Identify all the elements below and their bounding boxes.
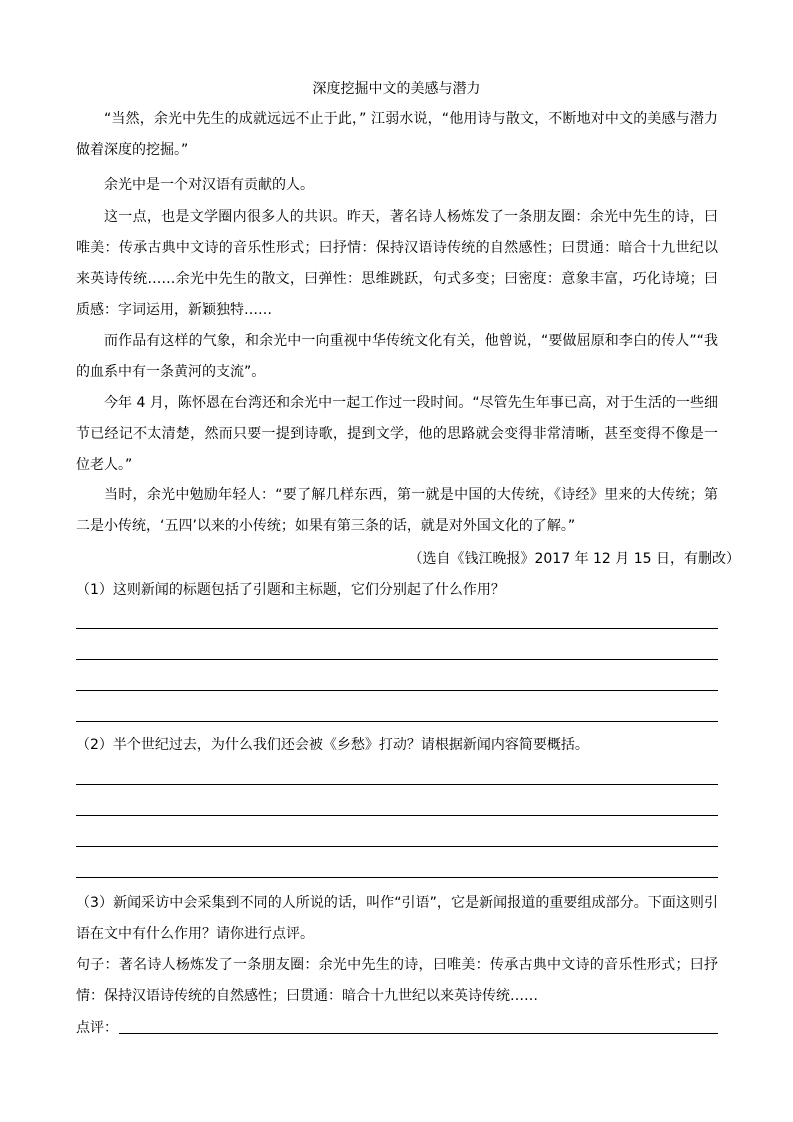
- article-title: 深度挖掘中文的美感与潜力: [312, 81, 481, 97]
- answer-line-q1-3[interactable]: [76, 690, 718, 691]
- article-paragraph-4: 而作品有这样的气象，和余光中一向重视中华传统文化有关，他曾说，“要做屈原和李白的传人”“我的血系中有一条黄河的支流”。: [76, 333, 718, 380]
- answer-line-q2-3[interactable]: [76, 846, 718, 847]
- article-paragraph-1: “当然，余光中先生的成就远远不止于此，” 江弱水说，“他用诗与散文，不断地对中文的美感与潜力做着深度的挖掘。”: [76, 111, 718, 158]
- answer-line-q1-2[interactable]: [76, 659, 718, 660]
- answer-line-q1-4[interactable]: [76, 721, 718, 722]
- article-paragraph-5: 今年 4 月，陈怀恩在台湾还和余光中一起工作过一段时间。“尽管先生年事已高，对于生活的一些细节已经记不太清楚，然而只要一提到诗歌，提到文学，他的思路就会变得非常清晰，甚至变得不像是一位老人。”: [76, 395, 718, 473]
- article-paragraph-3: 这一点，也是文学圈内很多人的共识。昨天，著名诗人杨炼发了一条朋友圈：余光中先生的诗，曰唯美：传承古典中文诗的音乐性形式；曰抒情：保持汉语诗传统的自然感性；曰贯通：暗合十九世纪以来英诗传统……余光中先生的散文，曰弹性：思维跳跃，句式多变；曰密度：意象丰富，巧化诗境；曰质感：字词运用，新颖独特……: [76, 209, 718, 318]
- question-3-sentence: 句子：著名诗人杨炼发了一条朋友圈：余光中先生的诗，曰唯美：传承古典中文诗的音乐性形式；曰抒情：保持汉语诗传统的自然感性；曰贯通：暗合十九世纪以来英诗传统……: [76, 957, 718, 1004]
- answer-line-q2-2[interactable]: [76, 815, 718, 816]
- article-paragraph-6: 当时，余光中勉励年轻人：“要了解几样东西，第一就是中国的大传统，《诗经》里来的大传统；第二是小传统，‘五四’以来的小传统；如果有第三条的话，就是对外国文化的了解。”: [76, 487, 718, 534]
- comment-label: 点评：: [76, 1020, 118, 1036]
- question-1: （1）这则新闻的标题包括了引题和主标题，它们分别起了什么作用？: [76, 582, 505, 598]
- answer-line-q1-1[interactable]: [76, 628, 718, 629]
- answer-line-q2-4[interactable]: [76, 877, 718, 878]
- article-paragraph-2: 余光中是一个对汉语有贡献的人。: [104, 177, 314, 193]
- article-source: （选自《钱江晚报》2017 年 12 月 15 日，有删改）: [408, 551, 740, 567]
- answer-line-q2-1[interactable]: [76, 784, 718, 785]
- question-2: （2）半个世纪过去，为什么我们还会被《乡愁》打动？请根据新闻内容简要概括。: [76, 737, 589, 753]
- question-3: （3）新闻采访中会采集到不同的人所说的话，叫作“引语”，它是新闻报道的重要组成部分。下面这则引语在文中有什么作用？请你进行点评。: [76, 895, 718, 942]
- comment-answer-line[interactable]: [119, 1033, 718, 1034]
